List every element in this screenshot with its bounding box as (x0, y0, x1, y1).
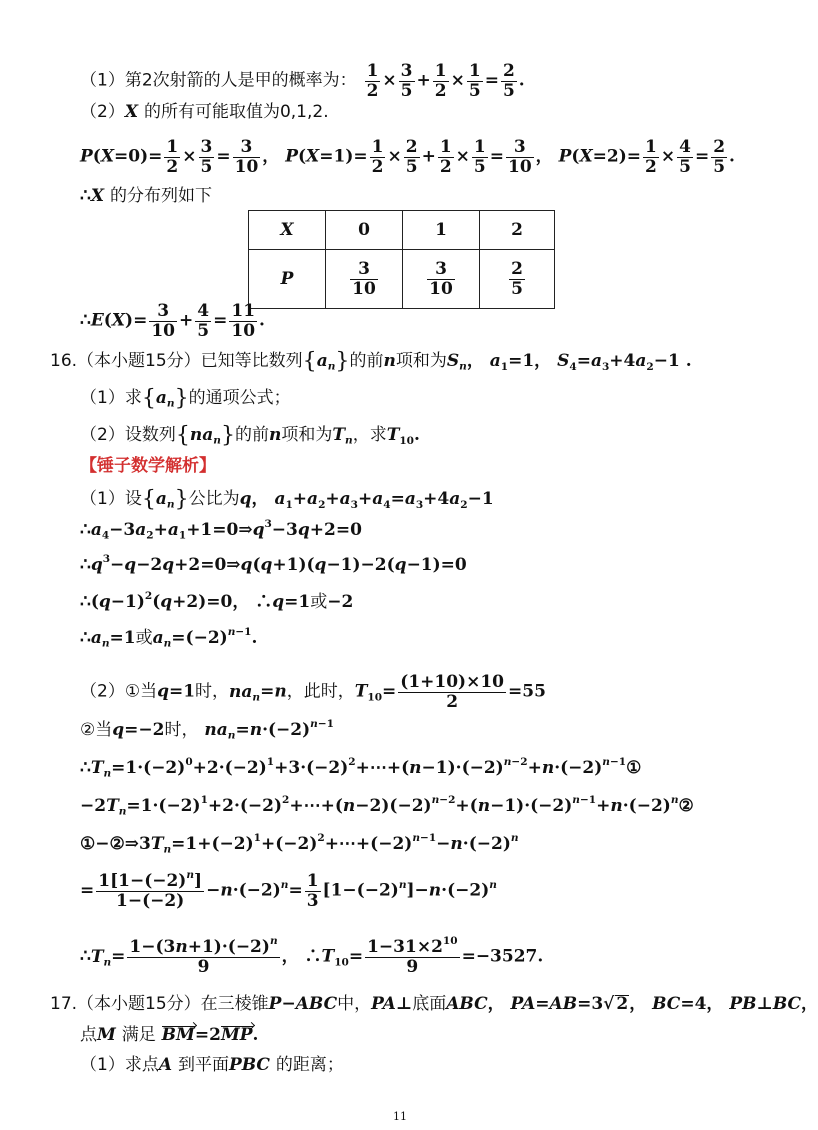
q16-sol1-line3: $\therefore q^3-q-2q+2=0\Rightarrow q(q+1)(q-1)-2(q-1)=0$ (80, 553, 467, 575)
q16-sol2-case1: （2）①当q=1时，$na_n=n$，此时，$T_{10}=$ $\frac{(1+10)\times 10}{2}$ =55 (80, 672, 546, 712)
q16-final-result: $\therefore T_n=$ $\frac{1-(3n+1)\cdot(-2)^n}{9}$ ， $\therefore T_{10}=$ $\frac{1-31\times 2^{10}}{9}$ =−3527. (80, 935, 544, 977)
table-cell: 1 (403, 211, 480, 250)
table-header-p: P (249, 250, 326, 309)
q16-sol1-line2: $\therefore a_4-3a_2+a_1+1=0\Rightarrow q^3-3q+2=0$ (80, 518, 362, 542)
q16-sol1-line5: $\therefore a_n=1$或$a_n=(-2)^{n-1}$. (80, 626, 258, 650)
q16-heading: 16.（本小题15分）已知等比数列$\{a_n\}$的前n项和为$S_n$， $a_1=1$， $S_4=a_3+4a_2-1$ . (50, 348, 692, 374)
page-number: 11 (393, 1110, 407, 1123)
q16-part2: （2）设数列$\{na_n\}$的前n项和为$T_n$，求$T_{10}$. (80, 422, 420, 448)
table-cell: $\frac{3}{10}$ (403, 250, 480, 309)
q16-sum-eq2: $-2T_n=1\cdot(-2)^1+2\cdot(-2)^2+\cdots+(n-2)(-2)^{n-2}+(n-1)\cdot(-2)^{n-1}+n\cdot(-2)^n②$ (80, 794, 694, 818)
q17-heading: 17.（本小题15分）在三棱锥P−ABC中，PA⊥底面ABC， PA=AB=3√ 2， BC=4， PB⊥BC， (50, 994, 818, 1014)
q15-probabilities-line: P(X=0)= $\frac{1}{2}$ × $\frac{3}{5}$ = $\frac{3}{10}$ ， P(X=1)= $\frac{1}{2}$ × $\frac{2}{5}$ + $\frac{1}{2}$ × $\frac{1}{5}$ = $\frac{3}{10}$ ， P(X=2)= $\frac{1}{2}$ × $\frac{4}{5}$ = $\frac{2}{5}$ . (80, 137, 735, 177)
q16-sum-eq1: $\therefore T_n=1\cdot(-2)^0+2\cdot(-2)^1+3\cdot(-2)^2+\cdots+(n-1)\cdot(-2)^{n-2}+n\cdot(-2)^{n-1}①$ (80, 756, 642, 780)
q15-dist-intro: ∴X 的分布列如下 (80, 186, 212, 206)
q17-point-line: 点M 满足 BM=2MP. (80, 1025, 259, 1045)
q16-sol2-case2: ②当q=−2时， $na_n=n\cdot(-2)^{n-1}$ (80, 718, 334, 742)
q16-sol1-line4: $\therefore(q-1)^2(q+2)=0$， ∴q=1或−2 (80, 590, 354, 612)
table-row (249, 250, 555, 309)
distribution-table (248, 210, 555, 309)
q16-part1: （1）求$\{a_n\}$的通项公式； (80, 385, 291, 411)
q15-part2-line: （2）X 的所有可能取值为0,1,2. (80, 102, 329, 122)
section-title: 【锤子数学解析】 (80, 456, 216, 476)
table-header-x: X (249, 211, 326, 250)
table-cell: $\frac{2}{5}$ (480, 250, 555, 309)
q16-sum-diff: $①-②\Rightarrow 3T_n=1+(-2)^1+(-2)^2+\cdots+(-2)^{n-1}-n\cdot(-2)^n$ (80, 832, 519, 856)
q15-expectation: ∴E(X)= $\frac{3}{10}$ + $\frac{4}{5}$ = $\frac{11}{10}$ . (80, 301, 265, 341)
q15-part1-line: （1）第2次射箭的人是甲的概率为： $\frac{1}{2}$ × $\frac{3}{5}$ + $\frac{1}{2}$ × $\frac{1}{5}$ = $\frac{2}{5}$ . (80, 61, 525, 101)
q16-sum-closed: = $\frac{1[1-(-2)^n]}{1-(-2)}$ $-n\cdot(-2)^n=$ $\frac{1}{3}$ $[1-(-2)^n]-n\cdot(-2)^n$ (80, 869, 497, 911)
q16-sol1-line1: （1）设$\{a_n\}$公比为q， $a_1+a_2+a_3+a_4=a_3+4a_2-1$ (80, 486, 494, 512)
table-cell: $\frac{3}{10}$ (326, 250, 403, 309)
table-cell: 2 (480, 211, 555, 250)
q17-part1: （1）求点A 到平面PBC 的距离； (80, 1055, 344, 1075)
table-cell: 0 (326, 211, 403, 250)
table-row (249, 211, 555, 250)
